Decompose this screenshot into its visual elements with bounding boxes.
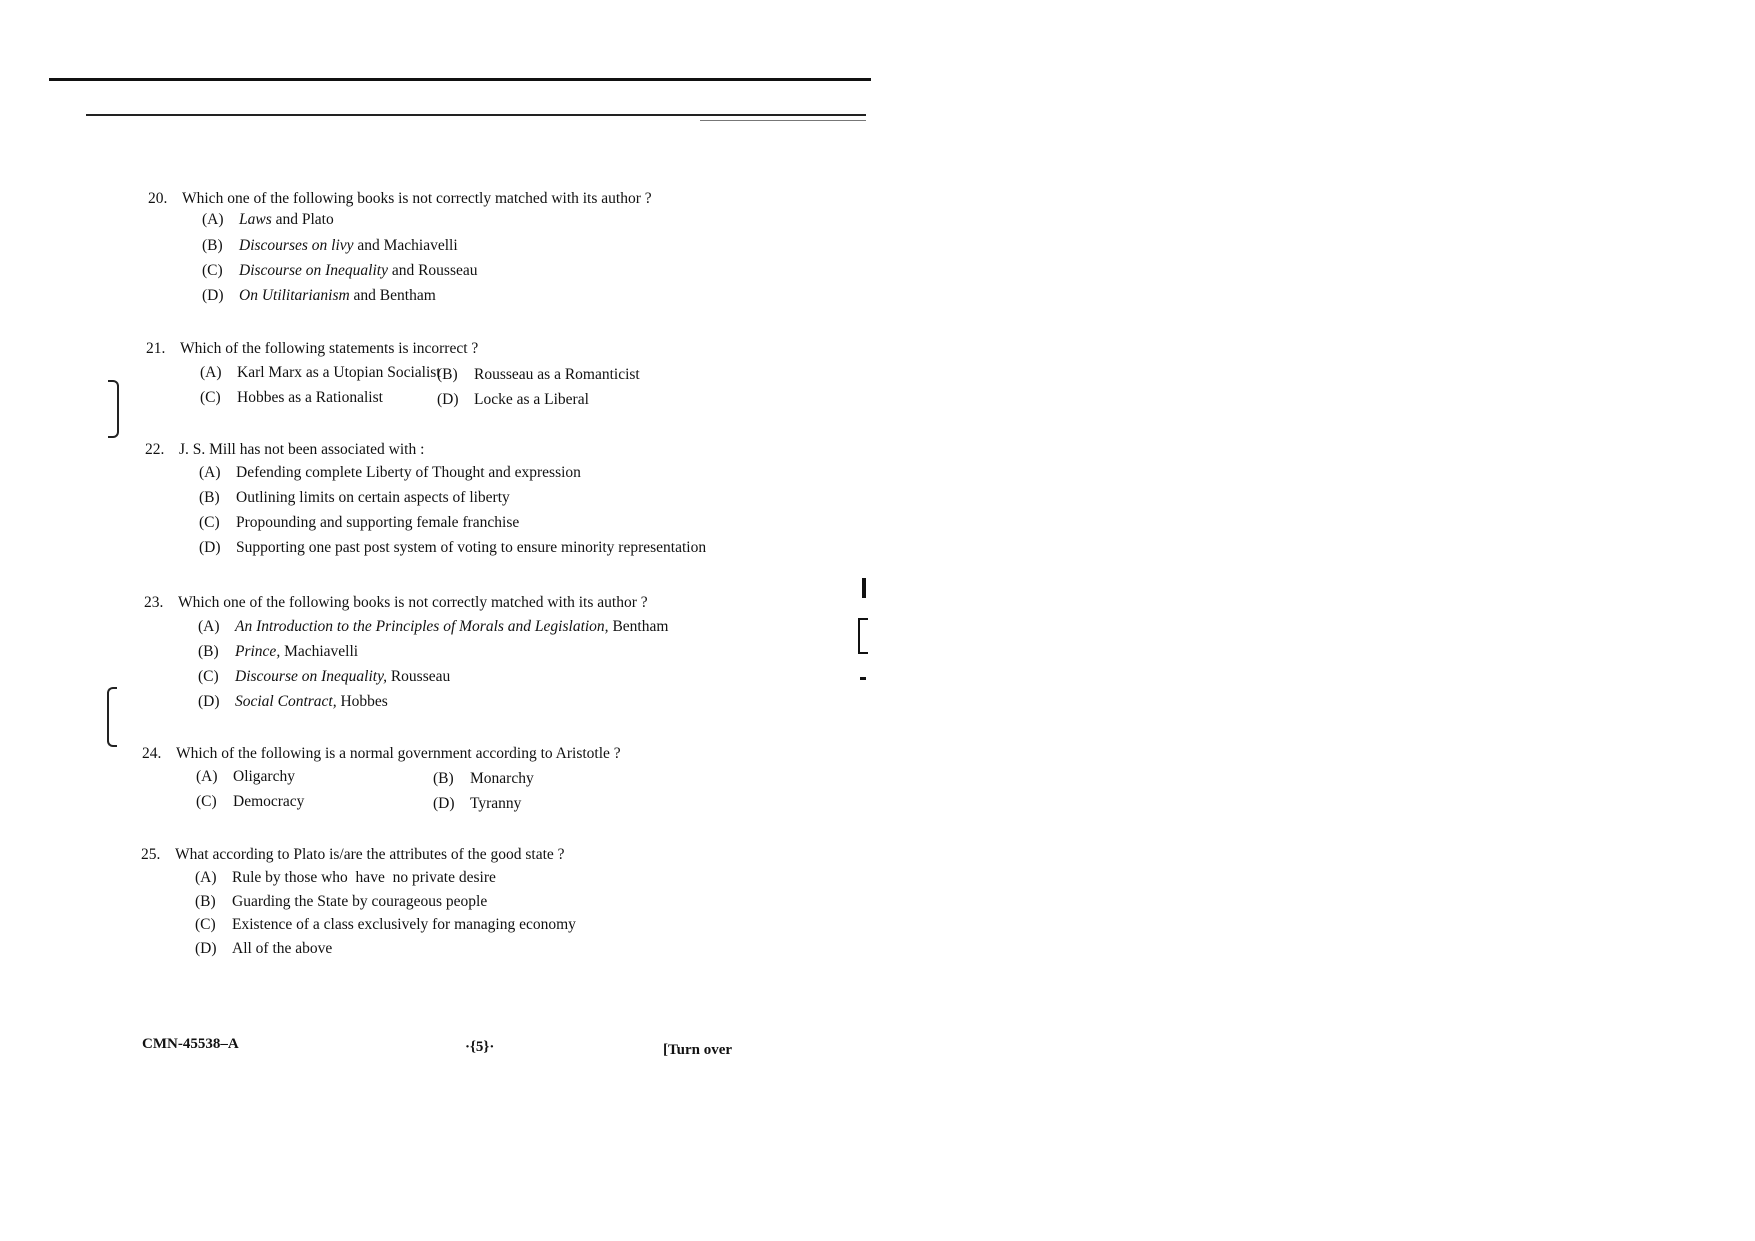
question-number: 24.	[142, 745, 162, 762]
option-b	[198, 643, 358, 661]
option-letter: (B)	[202, 237, 223, 254]
option-letter: (D)	[198, 693, 220, 710]
option-letter: (D)	[199, 539, 221, 556]
book-title: Social Contract,	[235, 693, 337, 710]
book-title: Discourse on Inequality,	[235, 668, 387, 685]
header-rule	[86, 114, 866, 116]
option-text: Hobbes	[336, 693, 388, 710]
option-d	[202, 287, 436, 305]
option-c	[200, 389, 383, 407]
book-title: On Utilitarianism	[239, 287, 350, 304]
scan-edge-mark	[862, 578, 866, 598]
option-letter: (C)	[199, 514, 220, 531]
question-stem	[148, 186, 652, 211]
option-text: and Bentham	[349, 287, 436, 304]
option-b	[195, 893, 487, 911]
option-a	[198, 618, 668, 636]
option-text: and Plato	[271, 211, 334, 228]
option-text: Outlining limits on certain aspects of liberty	[236, 489, 510, 506]
option-text: Defending complete Liberty of Thought and expression	[236, 464, 581, 481]
option-a	[196, 768, 295, 786]
option-a	[199, 464, 581, 482]
option-c	[198, 668, 450, 686]
option-letter: (C)	[198, 668, 219, 685]
option-letter: (D)	[437, 391, 459, 408]
option-text: Monarchy	[470, 770, 534, 787]
option-b	[202, 237, 458, 255]
option-letter: (A)	[195, 869, 217, 886]
option-letter: (A)	[202, 211, 224, 228]
question-number: 23.	[144, 594, 164, 611]
book-title: Discourses on livy	[239, 237, 354, 254]
option-b	[199, 489, 510, 507]
option-c	[199, 514, 519, 532]
option-letter: (B)	[195, 893, 216, 910]
option-letter: (C)	[200, 389, 221, 406]
margin-bracket-mark	[107, 687, 117, 747]
option-letter: (C)	[195, 916, 216, 933]
question-number: 20.	[148, 190, 168, 207]
question-24	[142, 741, 621, 766]
option-text: Machiavelli	[280, 643, 359, 660]
question-text: Which of the following statements is incorrect ?	[180, 340, 479, 357]
option-text: Karl Marx as a Utopian Socialist	[237, 364, 441, 381]
option-b	[433, 770, 534, 788]
scan-edge-mark	[860, 677, 866, 680]
option-text: Propounding and supporting female franchise	[236, 514, 520, 531]
paper-code: CMN-45538–A	[142, 1036, 239, 1052]
option-letter: (A)	[199, 464, 221, 481]
question-text: Which one of the following books is not correctly matched with its author ?	[182, 190, 652, 207]
header-rule-tail	[700, 120, 866, 121]
option-letter: (B)	[433, 770, 454, 787]
option-text: Existence of a class exclusively for managing economy	[232, 916, 576, 933]
option-c	[202, 262, 478, 280]
top-rule	[49, 78, 871, 81]
option-text: Guarding the State by courageous people	[232, 893, 488, 910]
option-letter: (C)	[196, 793, 217, 810]
option-text: Rousseau as a Romanticist	[474, 366, 640, 383]
option-text: Locke as a Liberal	[474, 391, 589, 408]
question-25	[141, 842, 565, 867]
option-text: Rule by those who have no private desire	[232, 869, 496, 886]
option-text: and Machiavelli	[353, 237, 458, 254]
option-text: Democracy	[233, 793, 305, 810]
question-text: J. S. Mill has not been associated with :	[179, 441, 425, 458]
question-22	[145, 437, 424, 462]
option-d	[433, 795, 521, 813]
option-letter: (C)	[202, 262, 223, 279]
scan-edge-mark	[858, 618, 868, 654]
option-letter: (B)	[198, 643, 219, 660]
option-d	[437, 391, 589, 409]
option-d	[195, 940, 332, 958]
option-text: Rousseau	[386, 668, 451, 685]
page-number: ·{5}·	[465, 1039, 495, 1055]
margin-bracket-mark	[108, 380, 119, 438]
option-letter: (D)	[202, 287, 224, 304]
book-title: An Introduction to the Principles of Morals and Legislation,	[235, 618, 609, 635]
option-letter: (D)	[195, 940, 217, 957]
option-d	[198, 693, 388, 711]
option-letter: (D)	[433, 795, 455, 812]
option-a	[202, 211, 334, 229]
option-d	[199, 539, 706, 557]
question-text: Which one of the following books is not correctly matched with its author ?	[178, 594, 648, 611]
option-text: Supporting one past post system of voting to ensure minority representation	[236, 539, 707, 556]
question-stem	[145, 437, 424, 462]
question-stem	[144, 590, 648, 615]
book-title: Prince,	[235, 643, 281, 660]
question-number: 22.	[145, 441, 165, 458]
option-c	[195, 916, 576, 934]
option-text: and Rousseau	[387, 262, 478, 279]
option-c	[196, 793, 304, 811]
option-text: Hobbes as a Rationalist	[237, 389, 383, 406]
question-text: Which of the following is a normal government according to Aristotle ?	[176, 745, 621, 762]
option-b	[437, 366, 640, 384]
option-text: Bentham	[608, 618, 669, 635]
book-title: Discourse on Inequality	[239, 262, 388, 279]
option-letter: (A)	[198, 618, 220, 635]
question-text: What according to Plato is/are the attributes of the good state ?	[175, 846, 565, 863]
option-text: Tyranny	[470, 795, 522, 812]
question-number: 25.	[141, 846, 161, 863]
question-23	[144, 590, 648, 615]
option-a	[200, 364, 441, 382]
question-number: 21.	[146, 340, 166, 357]
option-letter: (B)	[199, 489, 220, 506]
option-letter: (A)	[196, 768, 218, 785]
option-text: Oligarchy	[233, 768, 295, 785]
option-a	[195, 869, 496, 887]
question-21	[146, 336, 478, 361]
question-20	[148, 186, 652, 211]
question-stem	[146, 336, 478, 361]
book-title: Laws	[239, 211, 272, 228]
option-letter: (A)	[200, 364, 222, 381]
question-stem	[141, 842, 565, 867]
question-stem	[142, 741, 621, 766]
option-letter: (B)	[437, 366, 458, 383]
turn-over-note: [Turn over	[663, 1042, 733, 1058]
option-text: All of the above	[232, 940, 333, 957]
